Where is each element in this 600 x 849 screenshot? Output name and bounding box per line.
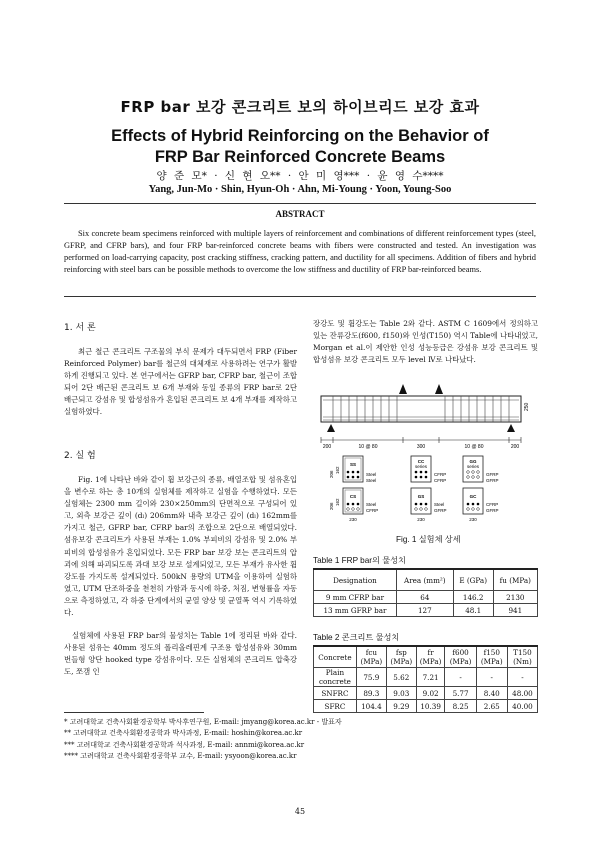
abstract-top-rule	[64, 203, 536, 204]
label-206-2: 206	[329, 502, 334, 510]
table-cell: 146.2	[453, 591, 493, 604]
table-1-row	[314, 604, 538, 617]
footnote-rule	[64, 712, 204, 713]
label-gfrp-3: GFRP	[434, 508, 447, 513]
table-2-header-f600: f600 (MPa)	[445, 646, 476, 668]
table-1-caption: Table 1 FRP bar의 물성치	[313, 556, 406, 565]
section-1-heading: 1. 서 론	[64, 323, 96, 333]
table-cell: 5.62	[386, 668, 416, 687]
table-2-header-f150: f150 (MPa)	[476, 646, 507, 668]
label-162-1: 162	[335, 466, 340, 474]
table-cell: 941	[493, 604, 537, 617]
table-1-header-fu: fu (MPa)	[493, 569, 537, 591]
table-2-header-fr: fr (MPa)	[416, 646, 445, 668]
table-2	[313, 645, 538, 713]
authors-korean: 양 준 모* · 신 현 오** · 안 미 영*** · 윤 영 수****	[156, 170, 444, 182]
label-cfrp-2: CFRP	[434, 472, 447, 477]
table-cell: 9 mm CFRP bar	[314, 591, 397, 604]
column-2-text: 장강도 및 휨강도는 Table 2와 같다. ASTM C 1609에서 정의하고 있는 잔류강도(f600, f150)와 인성(T150) 역시 Table에 나타내었고, Morgan et al.이 제안한 인성 성능등급은 강섬유 보강 콘크리트 및 합성섬유 보강 콘크리트 모두 level Ⅳ로 나타났다.	[313, 319, 538, 365]
label-cfrp-1: CFRP	[366, 508, 379, 513]
abstract-bottom-rule	[64, 296, 536, 297]
figure-1-specimen-detail	[313, 378, 538, 528]
table-cell: 9.03	[386, 687, 416, 700]
table-cell: 48.00	[507, 687, 537, 700]
dim-mid3: 10 @ 80	[464, 444, 484, 450]
footnote-2: ** 고려대학교 건축사회환경공학과 박사과정, E-mail: hoshin@korea.ac.kr	[64, 729, 303, 738]
label-steel-2: Steel	[366, 478, 377, 483]
title-en-line1: Effects of Hybrid Reinforcing on the Behavior of	[111, 127, 489, 145]
dim-height: 250	[524, 402, 530, 411]
label-series-2: series	[466, 464, 480, 469]
table-cell: 13 mm GFRP bar	[314, 604, 397, 617]
label-gfrp-1: GFRP	[486, 472, 499, 477]
label-cfrp-3: CFRP	[434, 478, 447, 483]
label-gfrp-2: GFRP	[486, 478, 499, 483]
page-number: 45	[294, 807, 306, 816]
label-206-1: 206	[329, 470, 334, 478]
table-cell: 5.77	[445, 687, 476, 700]
label-gs: GS	[417, 494, 425, 499]
label-cc: CC	[417, 459, 425, 464]
label-230-1: 230	[349, 517, 357, 522]
table-cell: -	[507, 668, 537, 687]
table-cell: 75.9	[356, 668, 386, 687]
section-1-text: 최근 철근 콘크리트 구조물의 부식 문제가 대두되면서 FRP (Fiber Reinforced Polymer) bar를 철근의 대체재로 사용하려는 연구가 활발하게 진행되고 있다. 본 연구에서는 GFRP bar, CFRP bar, 철근이 조합되어 2단 배근된 콘크리트 보 6개 부재와 동일 종류의 FRP bar로 2단 배근되고 강섬유 및 합성섬유가 혼입된 콘크리트 보 4개 부재를 제작하고 실험하였다.	[64, 347, 297, 417]
label-cfrp-4: CFRP	[486, 502, 499, 507]
table-cell: 8.40	[476, 687, 507, 700]
table-1	[313, 568, 538, 617]
dim-left: 200	[322, 444, 332, 450]
table-cell: SNFRC	[314, 687, 357, 700]
table-2-header-fcu: fcu (MPa)	[356, 646, 386, 668]
table-cell: -	[445, 668, 476, 687]
table-cell: 9.29	[386, 700, 416, 713]
table-cell: Plain concrete	[314, 668, 357, 687]
label-steel-1: Steel	[366, 472, 377, 477]
table-cell: 2130	[493, 591, 537, 604]
table-cell: 48.1	[453, 604, 493, 617]
footnote-3: *** 고려대학교 건축사회환경공학과 석사과정, E-mail: annmi@korea.ac.kr	[64, 740, 305, 749]
footnote-4: **** 고려대학교 건축사회환경공학부 교수, E-mail: ysyoon@korea.ac.kr	[64, 751, 297, 760]
figure-1-caption: Fig. 1 실험체 상세	[396, 535, 461, 544]
footnotes	[64, 717, 538, 762]
label-230-2: 230	[417, 517, 425, 522]
table-cell: 2.65	[476, 700, 507, 713]
table-cell: 64	[396, 591, 453, 604]
dim-right: 200	[510, 444, 520, 450]
section-2-text-2: 실험체에 사용된 FRP bar의 물성치는 Table 1에 정리된 바와 같다. 사용된 섬유는 40mm 정도의 폴리올레핀계 구조용 합성섬유와 30mm 번들형 양단 hooked type 강섬유이다. 모든 실험체의 콘크리트 압축강도, 쪼갬 인	[64, 631, 297, 677]
table-cell: 7.21	[416, 668, 445, 687]
title-en-line2: FRP Bar Reinforced Concrete Beams	[154, 148, 446, 166]
label-gc: GC	[469, 494, 477, 499]
table-1-header-designation: Designation	[314, 569, 397, 591]
table-cell: 104.4	[356, 700, 386, 713]
table-2-row	[314, 700, 538, 713]
label-series-1: series	[414, 464, 428, 469]
section-2-text-1: Fig. 1에 나타난 바와 같이 휨 보강근의 종류, 배열조합 및 섬유혼입을 변수로 하는 총 10개의 실험체를 제작하고 실험을 수행하였다. 모든 실험체는 2300 mm 길이와 230×250mm의 단면적으로 구성되어 있고, 외측 보강근 깊이 (dₗ) 206mm와 내측 보강근 깊이 (dₗ) 162mm를 가지고 철근, GFRP bar, CFRP bar의 조합으로 2단으로 배열되었다. 섬유보강 콘크리트가 사용된 부재는 1.0% 부피비의 강섬유 및 2.0% 부피비의 합성섬유가 혼입되었다. 모든 FRP bar 보강 보는 콘크리트의 압괴에 의해 파괴되도록 과대 보강 보로 설계되었고, 모든 부재가 유사한 휨 강도를 가지도록 설계되었다. 500kN 용량의 UTM을 이용하여 실험하였고, UTM 단조하중을 천천히 가함과 동시에 하중, 처짐, 변형률을 자동으로 측정하였고, 각 하중 단계에서의 균열 양상 및 균열폭 역시 기록하였다.	[64, 475, 297, 618]
table-2-row	[314, 687, 538, 700]
table-cell: -	[476, 668, 507, 687]
authors-english: Yang, Jun-Mo · Shin, Hyun-Oh · Ahn, Mi-Young · Yoon, Young-Soo	[148, 184, 452, 195]
table-1-row	[314, 591, 538, 604]
label-230-3: 230	[469, 517, 477, 522]
label-steel-4: Steel	[434, 502, 445, 507]
label-steel-3: Steel	[366, 502, 377, 507]
table-1-header-e: E (GPa)	[453, 569, 493, 591]
label-ss: SS	[349, 462, 357, 467]
table-cell: 8.25	[445, 700, 476, 713]
table-2-row	[314, 668, 538, 687]
table-2-caption: Table 2 콘크리트 물성치	[313, 633, 400, 642]
label-162-2: 162	[335, 498, 340, 506]
paper-title-korean: FRP bar 보강 콘크리트 보의 하이브리드 보강 효과	[120, 98, 480, 116]
abstract-text: Six concrete beam specimens reinforced with multiple layers of reinforcement and combinations of different reinforcement types (steel, GFRP, and CFRP bars), and four FRP bar-reinforced concrete beams with fibers were constructed and tested. An investigation was performed on load-carrying capacity, post cracking stiffness, cracking pattern, and ductility for all specimens. Addition of fibers and hybrid reinforcing with steel bars can be possible methods to overcome the low stiffness and ductility of FRP bar-reinforced beams.	[64, 229, 536, 275]
table-1-header-area: Area (mm²)	[396, 569, 453, 591]
table-cell: 127	[396, 604, 453, 617]
dim-mid1: 10 @ 80	[358, 444, 378, 450]
table-cell: 9.02	[416, 687, 445, 700]
section-2-heading: 2. 실 험	[64, 451, 96, 461]
table-2-header-t150: T150 (Nm)	[507, 646, 537, 668]
paper-title-english	[0, 126, 600, 168]
table-cell: 40.00	[507, 700, 537, 713]
label-cs: CS	[349, 494, 357, 499]
label-gfrp-4: GFRP	[486, 508, 499, 513]
table-2-header-fsp: fsp (MPa)	[386, 646, 416, 668]
table-2-header-concrete: Concrete	[314, 646, 357, 668]
footnote-1: * 고려대학교 건축사회환경공학부 박사후연구원, E-mail: jmyang@korea.ac.kr - 발표자	[64, 718, 342, 726]
table-cell: 10.39	[416, 700, 445, 713]
table-cell: 89.3	[356, 687, 386, 700]
label-gg: GG	[469, 459, 477, 464]
abstract-heading: ABSTRACT	[275, 209, 325, 219]
dim-mid2: 300	[416, 444, 426, 450]
table-cell: SFRC	[314, 700, 357, 713]
